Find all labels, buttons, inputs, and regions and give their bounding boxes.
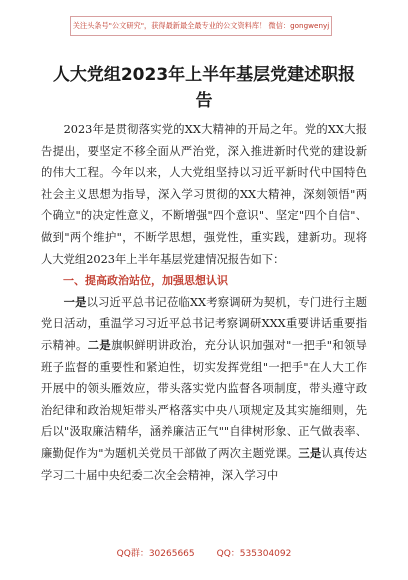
promo-banner [70,16,332,36]
title-line-1: 人大党组2023年上半年基层党建述职报 [52,65,356,85]
intro-paragraph: 2023年是贯彻落实党的XX大精神的开局之年。党的XX大报告提出，要坚定不移全面从严治党，深入推进新时代党的建设新的伟大工程。今年以来，人大党组坚持以习近平新时代中国特色社会主义思想为指导，深入学习贯彻的XX大精神，深刻领悟"两个确立"的决定性意义，不断增强"四个意识"、坚定"四个自信"、做到"两个维护"，不断学思想，强党性，重实践，建新功。现将人大党组2023年上半年基层党建情况报告如下： [41,123,367,266]
footer-qq: QQ：535304092 [216,549,292,559]
document-title [40,62,368,114]
point-lead-1: 一是 [63,295,87,309]
point-text-2: 旗帜鲜明讲政治，充分认识加强对"一把手"和领导班子监督的重要性和紧迫性，切实发挥党组"一把手"在人大工作开展中的领头雁效应，带头落实党内监督各项制度，带头遵守政治纪律和政治规矩带头严格落实中央八项规定及其实施细则，先后以"汲取廉洁精华，涵养廉洁正气""自律树形象、正气做表率、廉勤促作为"为题机关党员干部做了两次主题党课。 [41,338,367,460]
title-line-2: 告 [195,91,213,111]
point-text-1: 以习近平总书记莅临XX考察调研为契机，专门进行主题党日活动，重温学习习近平总书记考察调研XXX重要讲话重要指示精神。 [41,295,367,352]
section-1-paragraph [41,292,367,486]
footer-contact [0,546,408,559]
point-lead-2: 二是 [87,338,112,352]
section-heading-1: 一、提高政治站位，加强思想认识 [63,274,228,288]
point-lead-3: 三是 [298,446,322,460]
promo-banner-text: 关注头条号"公文研究"，获得最新最全最专业的公文资料库！ 微信：gongwenyj [72,21,330,30]
document-body [41,119,367,486]
footer-qq-group: QQ群：30265665 [116,549,195,559]
point-text-3: 认真传达学习二十届中央纪委二次全会精神，深入学习中 [41,446,367,482]
